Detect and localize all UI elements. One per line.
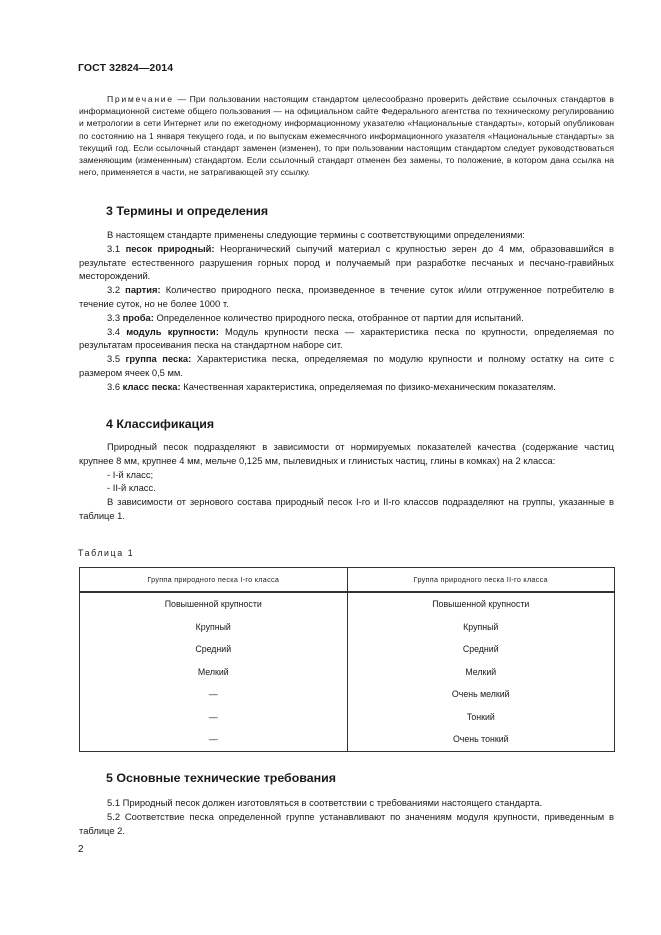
table-row (80, 728, 615, 751)
term-name: группа песка: (125, 353, 192, 365)
table-row (80, 706, 615, 729)
section-5-paragraph-1: 5.1 Природный песок должен изготовляться в соответствии с требованиями настоящего стандарта. (107, 797, 543, 808)
table-row (80, 638, 615, 661)
table-1-caption: Таблица 1 (78, 548, 135, 558)
table-cell: — (80, 728, 348, 751)
section-5-body (79, 796, 614, 837)
term-name: партия: (125, 284, 161, 296)
note-label: Примечание (107, 94, 174, 104)
term-definition: Качественная характеристика, определяемая по физико-механическим показателям. (180, 380, 556, 392)
standard-header: ГОСТ 32824—2014 (78, 62, 174, 74)
table-row (80, 661, 615, 684)
table-cell: Средний (347, 638, 615, 661)
class-list-item-1: - I-й класс; (107, 468, 154, 480)
term-name: проба: (122, 311, 154, 323)
section-4-body (79, 440, 614, 523)
table-cell: Мелкий (80, 661, 348, 684)
table-cell: — (80, 706, 348, 729)
section-4-paragraph-1: Природный песок подразделяют в зависимости от нормируемых показателей качества (содержание частиц крупнее 8 мм, крупнее 4 мм, мельче 0,125 мм, пылевидных и глинистых частиц, глины в комках) на 2 класса: (79, 441, 614, 466)
table-cell: Мелкий (347, 661, 615, 684)
page-number: 2 (78, 844, 84, 855)
note-text: — При пользовании настоящим стандартом целесообразно проверить действие ссылочных стандартов в информационной системе общего пользования — на официальном сайте Федерального агентства по техническому регулированию и метрологии в сети Интернет или по ежегодному информационному указателю «Национальные стандарты», который опубликован по состоянию на 1 января текущего года, и по выпускам ежемесячного информационного указателя «Национальные стандарты» за текущий год. Если ссылочный стандарт заменен (изменен), то при пользовании настоящим стандартом следует руководствоваться заменяющим (измененным) стандартом. Если ссылочный стандарт отменен без замены, то положение, в котором дана ссылка на него, применяется в части, не затрагивающей эту ссылку. (79, 94, 614, 178)
term-3-6: 3.6 класс песка: Качественная характеристика, определяемая по физико-механическим показателям. (107, 380, 556, 392)
table-1 (79, 567, 615, 752)
table-cell: Крупный (80, 616, 348, 639)
table-row (80, 592, 615, 616)
table-header-class-2: Группа природного песка II-го класса (347, 568, 615, 593)
term-3-4: 3.4 модуль крупности: Модуль крупности песка — характеристика песка по крупности, определяемая по результатам просеивания песка на стандартном наборе сит. (79, 325, 614, 351)
section-3-intro: В настоящем стандарте применены следующие термины с соответствующими определениями: (107, 229, 525, 240)
section-3-heading: 3 Термины и определения (106, 204, 269, 218)
section-5-paragraph-2: 5.2 Соответствие песка определенной группе устанавливают по значениям модуля крупности, приведенным в таблице 2. (79, 810, 614, 836)
table-cell: Крупный (347, 616, 615, 639)
table-header-class-1: Группа природного песка I-го класса (80, 568, 348, 593)
table-row (80, 683, 615, 706)
term-name: класс песка: (122, 380, 181, 392)
table-cell: Средний (80, 638, 348, 661)
section-4-heading: 4 Классификация (106, 417, 215, 431)
term-name: песок природный: (125, 242, 215, 254)
table-cell: Очень мелкий (347, 683, 615, 706)
term-definition: Количество природного песка, произведенное в течение суток и/или отгруженное потребителю в течение суток, но не более 1000 т. (79, 284, 614, 309)
term-name: модуль крупности: (126, 325, 219, 337)
table-cell: Тонкий (347, 706, 615, 729)
section-5-heading: 5 Основные технические требования (106, 771, 336, 785)
class-list-item-2: - II-й класс. (107, 482, 156, 494)
table-cell: Повышенной крупности (80, 592, 348, 616)
table-cell: Повышенной крупности (347, 592, 615, 616)
section-3-body (79, 228, 614, 394)
term-3-3: 3.3 проба: Определенное количество природного песка, отобранное от партии для испытаний. (107, 311, 524, 323)
section-4-paragraph-2: В зависимости от зернового состава природный песок I-го и II-го классов подразделяют на группы, указанные в таблице 1. (79, 496, 614, 521)
table-cell: — (80, 683, 348, 706)
term-definition: Характеристика песка, определяемая по модулю крупности и полному остатку на сите с размером ячеек 0,5 мм. (79, 353, 614, 378)
term-definition: Модуль крупности песка — характеристика песка по крупности, определяемая по результатам просеивания песка на стандартном наборе сит. (79, 325, 614, 351)
term-3-1: 3.1 песок природный: Неорганический сыпучий материал с крупностью зерен до 4 мм, образовавшийся в результате естественного разрушения горных пород и получаемый при разработке песчаных и песчано-гравийных месторождений. (79, 242, 615, 282)
table-cell: Очень тонкий (347, 728, 615, 751)
term-3-5: 3.5 группа песка: Характеристика песка, определяемая по модулю крупности и полному остатку на сите с размером ячеек 0,5 мм. (79, 353, 614, 378)
term-definition: Неорганический сыпучий материал с крупностью зерен до 4 мм, образовавшийся в результате естественного разрушения горных пород и получаемый при разработке песчаных и песчано-гравийных месторождений. (79, 242, 615, 282)
term-definition: Определенное количество природного песка, отобранное от партии для испытаний. (153, 311, 524, 323)
note-block (79, 93, 614, 178)
table-row (80, 616, 615, 639)
term-3-2: 3.2 партия: Количество природного песка, произведенное в течение суток и/или отгруженное потребителю в течение суток, но не более 1000 т. (79, 284, 614, 309)
